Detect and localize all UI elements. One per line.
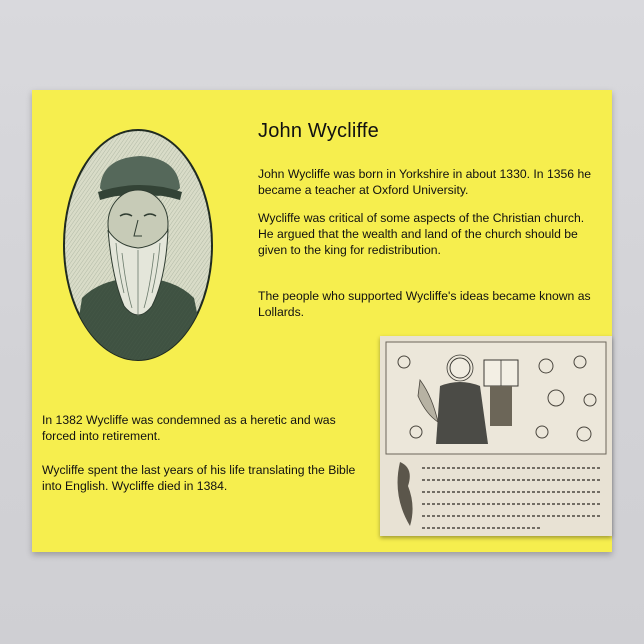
- paragraph-lollards: The people who supported Wycliffe's ideas became known as Lollards.: [258, 289, 591, 319]
- poster: [32, 90, 612, 552]
- paragraph-critical: Wycliffe was critical of some aspects of the Christian church. He argued that the wealth and land of the church should be given to the king for redistribution.: [258, 211, 585, 257]
- paragraph-translation: Wycliffe spent the last years of his life translating the Bible into English. Wycliffe died in 1384.: [42, 463, 356, 493]
- poster-title: John Wycliffe: [258, 120, 379, 142]
- manuscript-image: [380, 336, 612, 536]
- paragraph-condemned: In 1382 Wycliffe was condemned as a heretic and was forced into retirement.: [42, 413, 336, 443]
- wycliffe-portrait-image: [62, 128, 214, 362]
- paragraph-birth: John Wycliffe was born in Yorkshire in about 1330. In 1356 he became a teacher at Oxford University.: [258, 167, 592, 197]
